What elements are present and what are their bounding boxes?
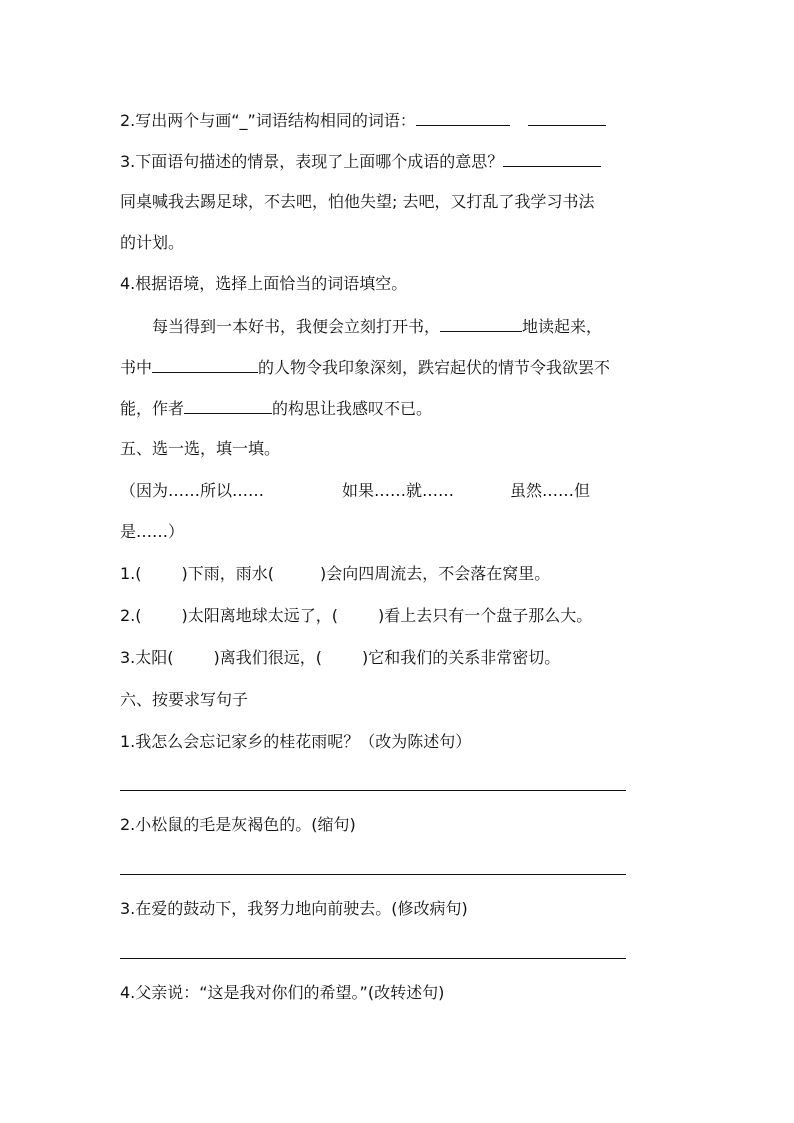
options-line [120, 481, 590, 501]
sentence-part: 3.太阳( [120, 648, 174, 667]
passage-text: 能，作者 [120, 399, 185, 418]
answer-line[interactable] [120, 874, 626, 875]
question-5-1 [120, 564, 550, 584]
question-4-2 [120, 110, 606, 131]
section-5-title: 五、选一选，填一填。 [120, 439, 281, 458]
options-line-cont: 是……） [120, 522, 185, 541]
answer-line[interactable] [120, 790, 626, 791]
option: 虽然……但 [510, 481, 591, 500]
option: （因为……所以…… [120, 481, 265, 500]
fill-blank[interactable] [503, 151, 601, 167]
question-5-3 [120, 648, 560, 668]
sentence-part: )它和我们的关系非常密切。 [362, 648, 561, 667]
question-6-4: 4.父亲说：“这是我对你们的希望。”(改转述句) [120, 983, 445, 1002]
answer-line[interactable] [120, 958, 626, 959]
fill-blank[interactable] [440, 316, 522, 332]
passage-text: 的构思让我感叹不已。 [272, 399, 433, 418]
passage-text: 地读起来， [522, 317, 603, 336]
fill-blank[interactable] [184, 398, 272, 414]
question-6-3: 3.在爱的鼓动下，我努力地向前驶去。(修改病句) [120, 899, 468, 918]
sentence-part: )会向四周流去，不会落在窝里。 [320, 564, 551, 583]
question-6-2: 2.小松鼠的毛是灰褐色的。(缩句) [120, 815, 356, 834]
sentence-part: 1.( [120, 564, 142, 583]
sentence-part: )下雨，雨水( [181, 564, 275, 583]
question-4-3 [120, 151, 601, 172]
option: 如果……就…… [342, 481, 455, 500]
passage-line-3 [120, 398, 432, 419]
passage-text: 的人物令我印象深刻，跌宕起伏的情节令我欲罢不 [258, 358, 611, 377]
question-4-4: 4.根据语境，选择上面恰当的词语填空。 [120, 274, 408, 293]
question-6-1: 1.我怎么会忘记家乡的桂花雨呢？（改为陈述句） [120, 732, 472, 751]
section-6-title: 六、按要求写句子 [120, 690, 249, 709]
passage-line-1 [152, 316, 602, 337]
fill-blank[interactable] [152, 357, 258, 373]
question-5-2 [120, 606, 592, 626]
fill-blank[interactable] [416, 110, 510, 126]
passage-line-2 [120, 357, 610, 378]
question-text: 2.写出两个与画“_”词语结构相同的词语： [120, 111, 416, 130]
sentence-part: 2.( [120, 606, 142, 625]
sentence-part: )看上去只有一个盘子那么大。 [378, 606, 593, 625]
question-text: 3.下面语句描述的情景，表现了上面哪个成语的意思？ [120, 152, 504, 171]
sentence-part: )离我们很远，( [213, 648, 323, 667]
question-4-3-scenario-end: 的计划。 [120, 233, 185, 252]
question-4-3-scenario: 同桌喊我去踢足球，不去吧，怕他失望; 去吧，又打乱了我学习书法 [120, 192, 595, 211]
sentence-part: )太阳离地球太远了，( [181, 606, 339, 625]
fill-blank[interactable] [528, 110, 606, 126]
passage-text: 书中 [120, 358, 153, 377]
passage-text: 每当得到一本好书，我便会立刻打开书， [152, 317, 441, 336]
